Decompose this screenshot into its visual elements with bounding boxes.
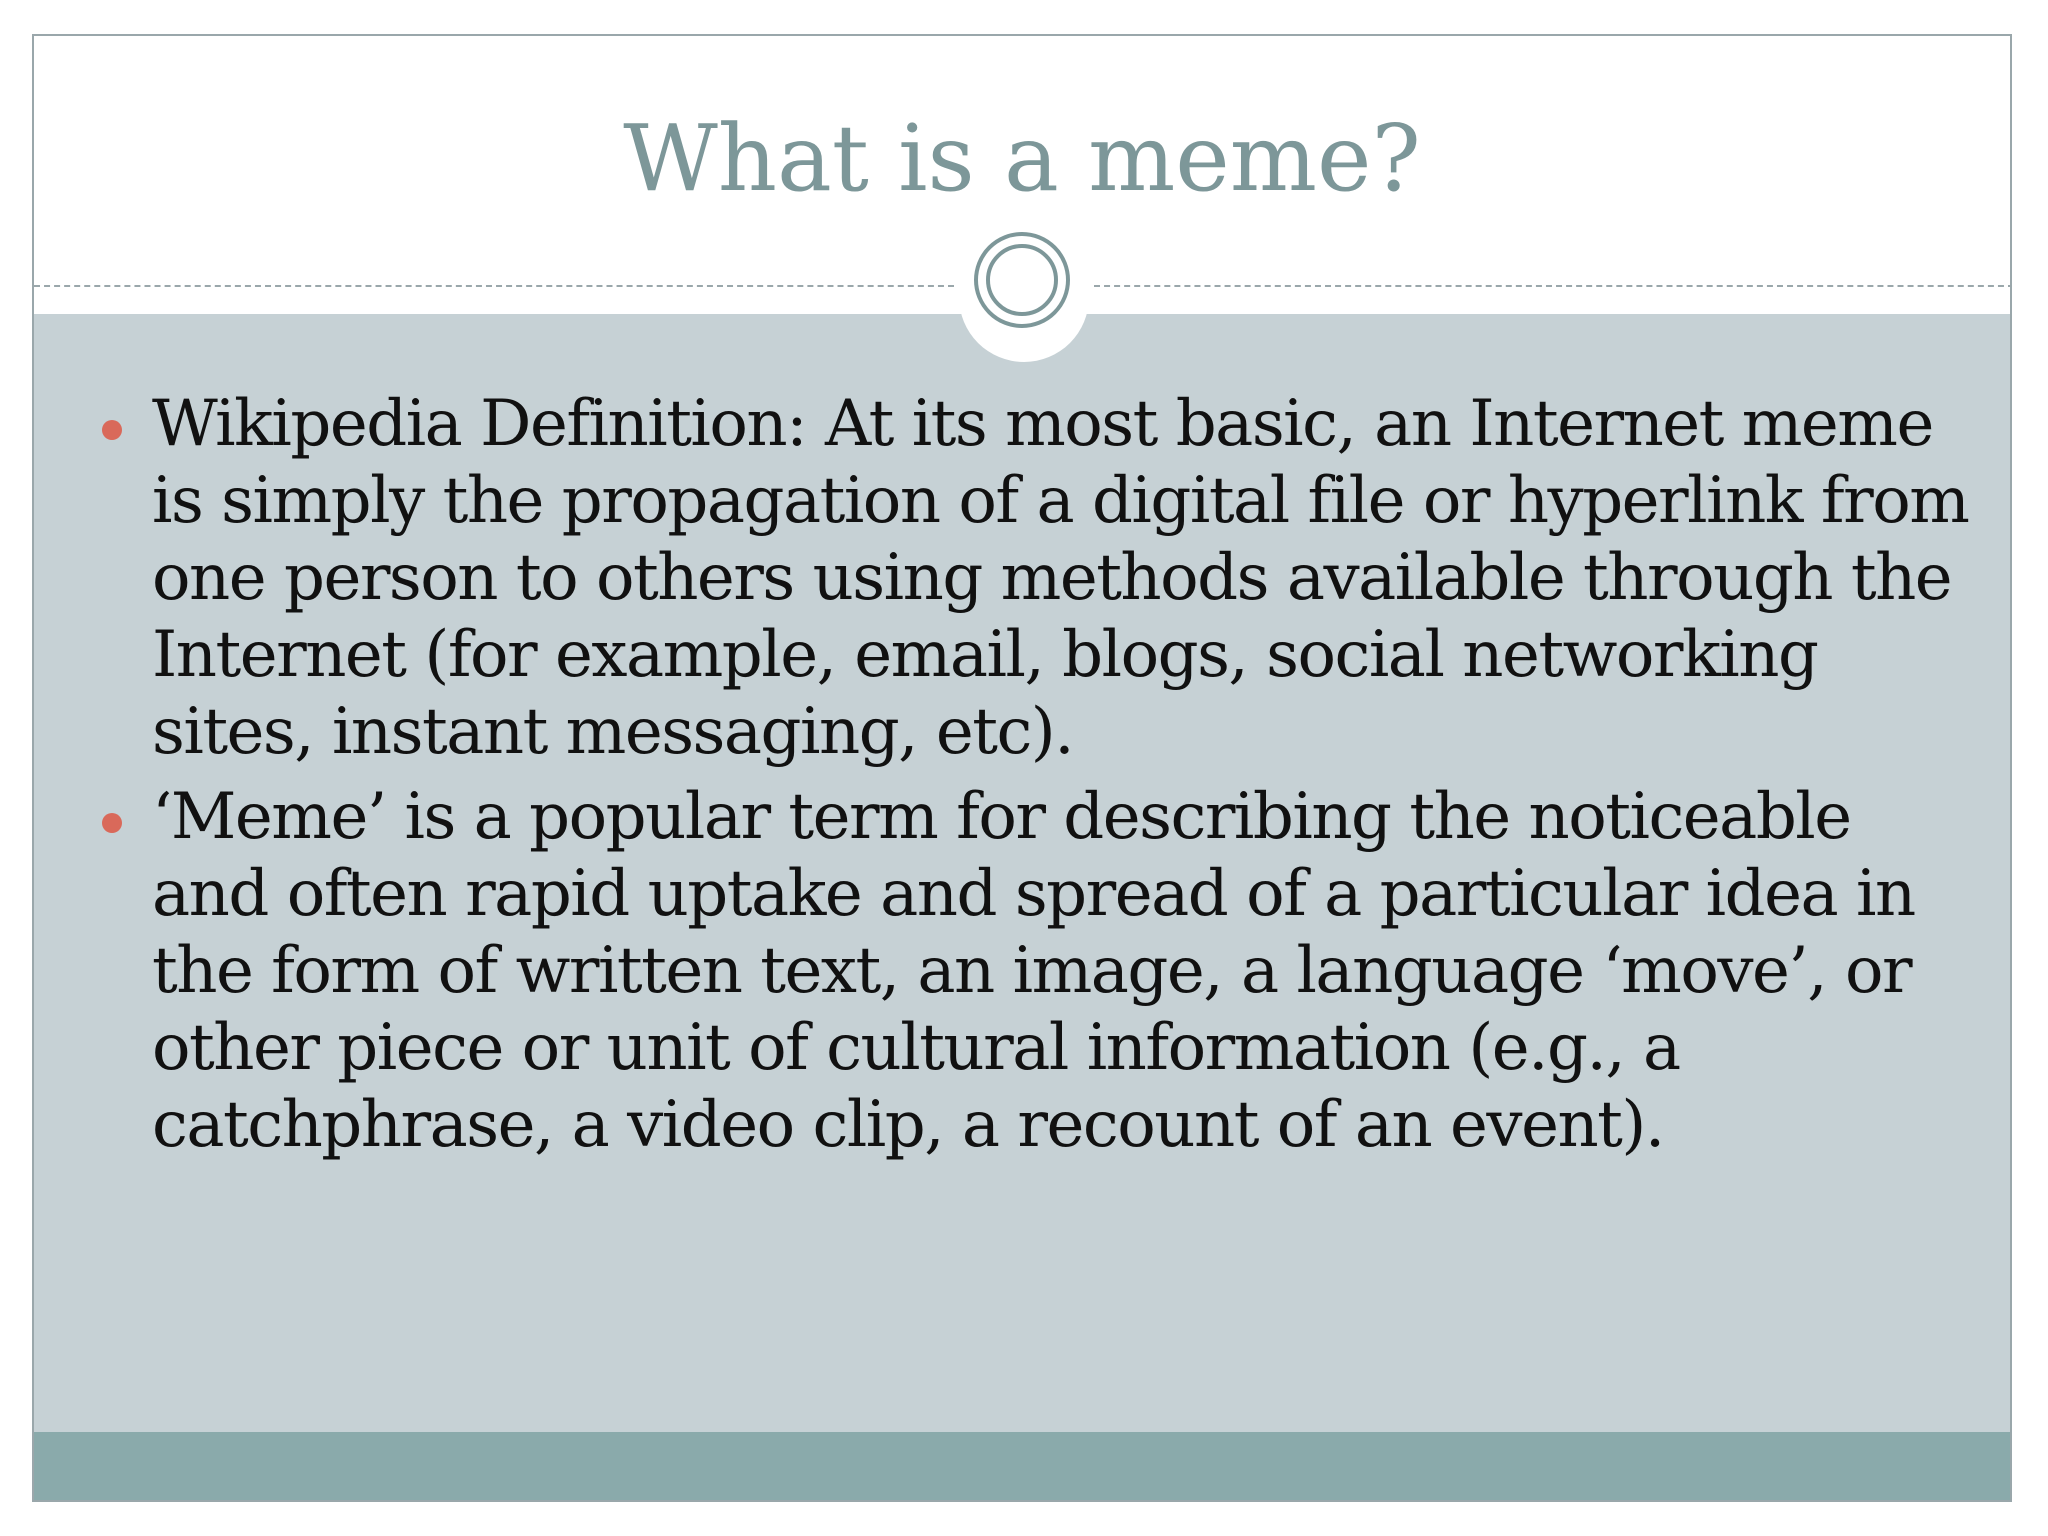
bullet-item (34, 386, 2010, 771)
bullet-item (34, 779, 2010, 1164)
dashed-divider-right (1094, 285, 2012, 287)
bullet-dot-icon (102, 420, 122, 440)
bullet-list (34, 386, 2010, 1172)
dashed-divider-left (34, 285, 954, 287)
bullet-text: ‘Meme’ is a popular term for describing the noticeable and often rapid uptake and spread of a particular idea in the form of written text, an image, a language ‘move’, or other piece or unit of cultural information (e.g., a catchphrase, a video clip, a recount of an event). (152, 780, 1915, 1162)
slide-title: What is a meme? (623, 105, 1421, 212)
bullet-text: Wikipedia Definition: At its most basic, an Internet meme is simply the propagation of a digital file or hyperlink from one person to others using methods available through the Internet (for example, email, blogs, social networking sites, instant messaging, etc). (152, 387, 1969, 769)
inner-circle (986, 244, 1058, 316)
slide (32, 34, 2012, 1502)
double-circle-ornament-icon (974, 232, 1070, 328)
bottom-band (34, 1432, 2010, 1502)
bullet-dot-icon (102, 813, 122, 833)
